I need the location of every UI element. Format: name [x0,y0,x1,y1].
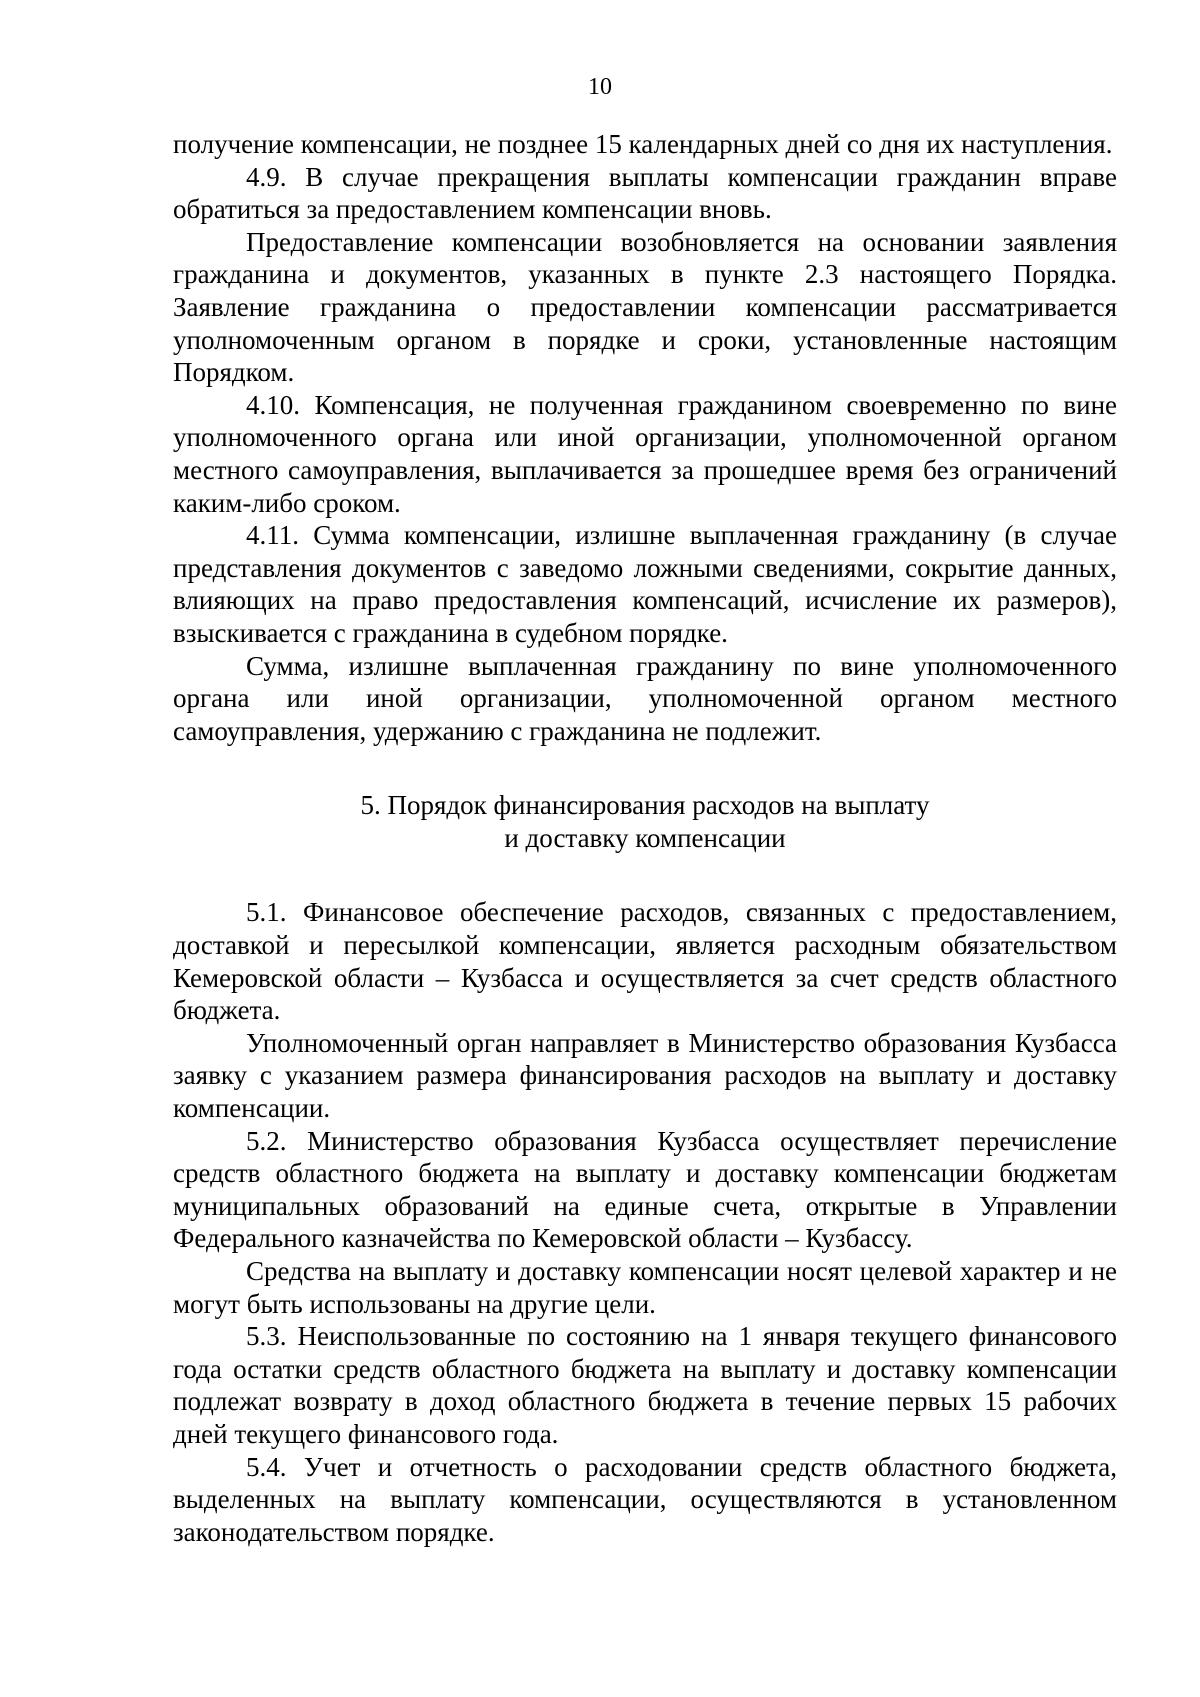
paragraph-4-9: 4.9. В случае прекращения выплаты компенсации гражданин вправе обратиться за предоставлением компенсации вновь. [173,161,1117,225]
page-number: 10 [588,74,612,100]
paragraph-5-3: 5.3. Неиспользованные по состоянию на 1 января текущего финансового года остатки средств областного бюджета на выплату и доставку компенсации подлежат возврату в доход областного бюджета в течение первых 15 рабочих дней текущего финансового года. [173,1321,1117,1449]
paragraph-4-10: 4.10. Компенсация, не полученная гражданином своевременно по вине уполномоченного органа или иной организации, уполномоченной органом местного самоуправления, выплачивается за прошедшее время без ограничений каким-либо сроком. [173,389,1117,518]
paragraph-overpayment: Сумма, излишне выплаченная гражданину по вине уполномоченного органа или иной организации, уполномоченной органом местного самоуправления, удержанию с гражданина не подлежит. [173,650,1117,746]
paragraph-continuation: получение компенсации, не позднее 15 календарных дней со дня их наступления. [173,129,1113,159]
section-5-heading-line-1: 5. Порядок финансирования расходов на выплату [360,790,930,821]
section-5-heading [173,789,1117,854]
paragraph-4-11: 4.11. Сумма компенсации, излишне выплаченная гражданину (в случае представления документов с заведомо ложными сведениями, сокрытие данных, влияющих на право предоставления компенсаций, исчисление их размеров), взыскивается с гражданина в судебном порядке. [173,520,1117,648]
paragraph-resumption: Предоставление компенсации возобновляется на основании заявления гражданина и документов, указанных в пункте 2.3 настоящего Порядка. Заявление гражданина о предоставлении компенсации рассматривается уполномоченным органом в порядке и сроки, установленные настоящим Порядком. [173,226,1117,388]
paragraph-5-4: 5.4. Учет и отчетность о расходовании средств областного бюджета, выделенных на выплату компенсации, осуществляются в установленном законодательством порядке. [173,1451,1117,1547]
paragraph-target-funds: Средства на выплату и доставку компенсации носят целевой характер и не могут быть использованы на другие цели. [173,1256,1117,1319]
section-5-heading-line-2: и доставку компенсации [504,822,786,853]
paragraph-5-2: 5.2. Министерство образования Кузбасса осуществляет перечисление средств областного бюджета на выплату и доставку компенсации бюджетам муниципальных образований на единые счета, открытые в Управлении Федерального казначейства по Кемеровской области – Кузбассу. [173,1125,1117,1254]
paragraph-5-1: 5.1. Финансовое обеспечение расходов, связанных с предоставлением, доставкой и пересылкой компенсации, является расходным обязательством Кемеровской области – Кузбасса и осуществляется за счет средств областного бюджета. [173,897,1117,1026]
document-body [173,128,1117,1548]
paragraph-application: Уполномоченный орган направляет в Министерство образования Кузбасса заявку с указанием размера финансирования расходов на выплату и доставку компенсации. [173,1027,1117,1124]
